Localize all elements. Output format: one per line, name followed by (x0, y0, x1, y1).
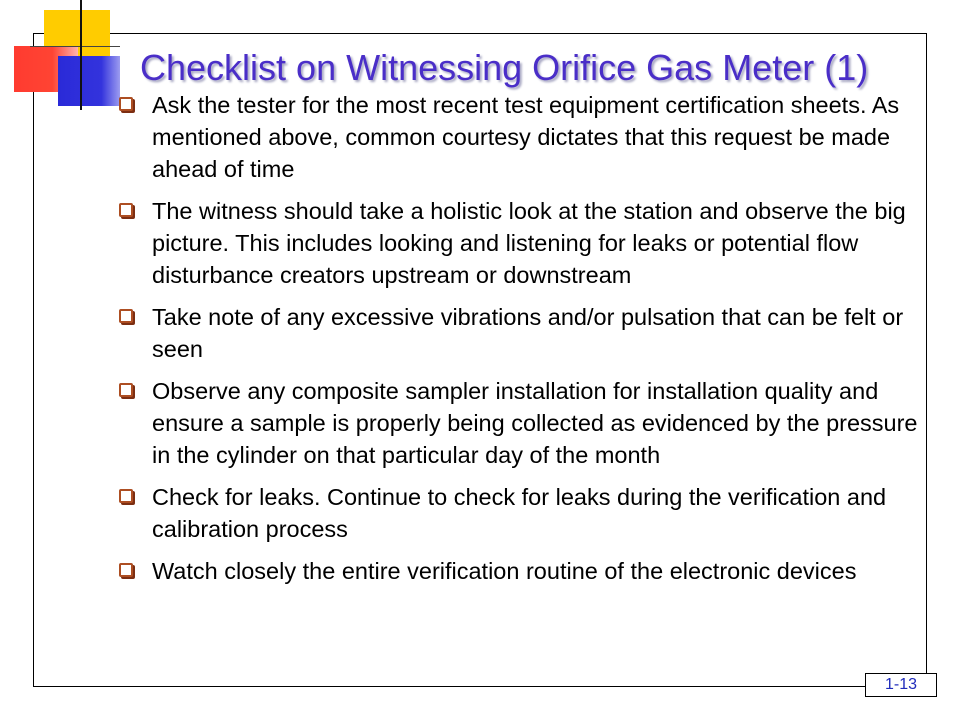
checkbox-square-icon (119, 383, 133, 397)
bullet-item (118, 301, 918, 365)
decorative-horizontal-line (30, 46, 120, 47)
bullet-text: The witness should take a holistic look at the station and observe the big picture. This includes looking and listening for leaks or potential flow disturbance creators upstream or downstream (152, 198, 906, 288)
bullet-text: Ask the tester for the most recent test equipment certification sheets. As mentioned above, common courtesy dictates that this request be made ahead of time (152, 92, 900, 182)
slide-number: 1-13 (865, 673, 937, 697)
bullet-text: Watch closely the entire verification routine of the electronic devices (152, 558, 857, 584)
bullet-text: Take note of any excessive vibrations and/or pulsation that can be felt or seen (152, 304, 904, 362)
bullet-item (118, 481, 918, 545)
checkbox-square-icon (119, 489, 133, 503)
checkbox-square-icon (119, 563, 133, 577)
bullet-item (118, 375, 918, 471)
decorative-blue-square (58, 56, 120, 106)
bullet-item (118, 89, 918, 185)
checkbox-square-icon (119, 97, 133, 111)
bullet-text: Observe any composite sampler installation for installation quality and ensure a sample is properly being collected as evidenced by the pressure in the cylinder on that particular day of the month (152, 378, 918, 468)
bullet-list (118, 89, 918, 597)
bullet-item (118, 555, 918, 587)
bullet-item (118, 195, 918, 291)
decorative-vertical-line (80, 0, 82, 110)
bullet-text: Check for leaks. Continue to check for leaks during the verification and calibration process (152, 484, 887, 542)
checkbox-square-icon (119, 203, 133, 217)
slide-title: Checklist on Witnessing Orifice Gas Meter (1) (140, 47, 869, 88)
checkbox-square-icon (119, 309, 133, 323)
